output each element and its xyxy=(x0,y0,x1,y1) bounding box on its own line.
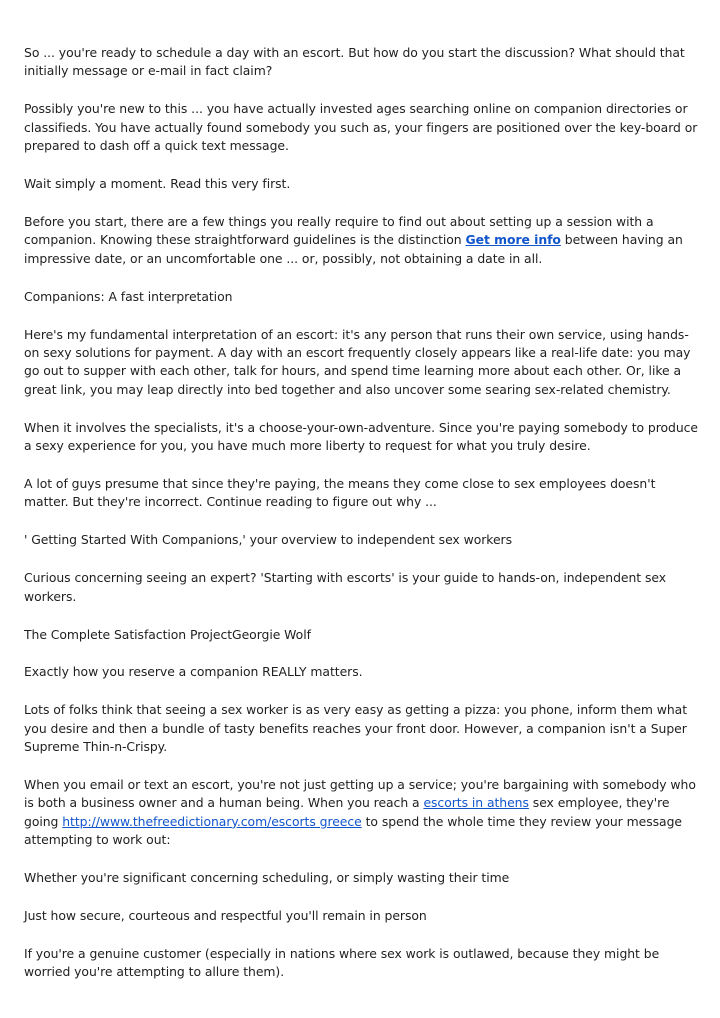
dictionary-url-link[interactable]: http://www.thefreedictionary.com/escorts greece xyxy=(62,813,362,829)
paragraph: So ... you're ready to schedule a day with an escort. But how do you start the discussion? What should that initially message or e-mail in fact claim? xyxy=(24,45,685,79)
paragraph: Wait simply a moment. Read this very first. xyxy=(24,176,291,192)
paragraph-text: sex employee, they're going xyxy=(24,795,670,829)
paragraph: When it involves the specialists, it's a choose-your-own-adventure. Since you're paying somebody to produce a sexy experience for you, you have much more liberty to request for what you truly desire. xyxy=(24,419,698,454)
section-heading: Companions: A fast interpretation xyxy=(24,288,233,304)
paragraph-text: between having an impressive date, or an uncomfortable one ... or, possibly, not obtaining a date in all. xyxy=(24,232,683,266)
paragraph-text: to spend the whole time they review your message attempting to work out: xyxy=(24,813,682,848)
paragraph-text: Before you start, there are a few things you really require to find out about setting up a session with a companion. Knowing these straightforward guidelines is the distinction xyxy=(24,213,654,248)
paragraph: Curious concerning seeing an expert? 'Starting with escorts' is your guide to hands-on, independent sex workers. xyxy=(24,570,667,604)
paragraph: Whether you're significant concerning scheduling, or simply wasting their time xyxy=(24,870,510,886)
paragraph-text: When you email or text an escort, you're not just getting up a service; you're bargaining with somebody who is both a business owner and a human being. When you reach a xyxy=(24,777,696,811)
paragraph: Here's my fundamental interpretation of an escort: it's any person that runs their own service, using hands-on sexy solutions for payment. A day with an escort frequently closely appears like a real-life date: you may go out to supper with each other, talk for hours, and spend time learning more about each other. Or, like a great link, you may leap directly into bed together and also uncover some searing sex-related chemistry. xyxy=(24,326,691,397)
paragraph: ' Getting Started With Companions,' your overview to independent sex workers xyxy=(24,532,512,548)
paragraph: Possibly you're new to this ... you have actually invested ages searching online on companion directories or classifieds. You have actually found somebody you such as, your fingers are positioned over the key-board or prepared to dash off a quick text message. xyxy=(24,101,698,154)
escorts-in-athens-link[interactable]: escorts in athens xyxy=(423,795,529,811)
paragraph: Just how secure, courteous and respectful you'll remain in person xyxy=(24,908,427,924)
paragraph-with-links xyxy=(24,776,700,850)
paragraph: The Complete Satisfaction ProjectGeorgie Wolf xyxy=(24,626,311,642)
paragraph: Lots of folks think that seeing a sex worker is as very easy as getting a pizza: you phone, inform them what you desire and then a bundle of tasty benefits reaches your front door. However, a companion isn't a Super Supreme Thin-n-Crispy. xyxy=(24,702,688,755)
paragraph-with-link xyxy=(24,213,700,268)
paragraph: A lot of guys presume that since they're paying, the means they come close to sex employees doesn't matter. But they're incorrect. Continue reading to figure out why ... xyxy=(24,476,656,510)
get-more-info-link[interactable]: Get more info xyxy=(465,232,561,248)
paragraph: Exactly how you reserve a companion REALLY matters. xyxy=(24,664,363,680)
paragraph: If you're a genuine customer (especially in nations where sex work is outlawed, because they might be worried you're attempting to allure them). xyxy=(24,946,660,980)
